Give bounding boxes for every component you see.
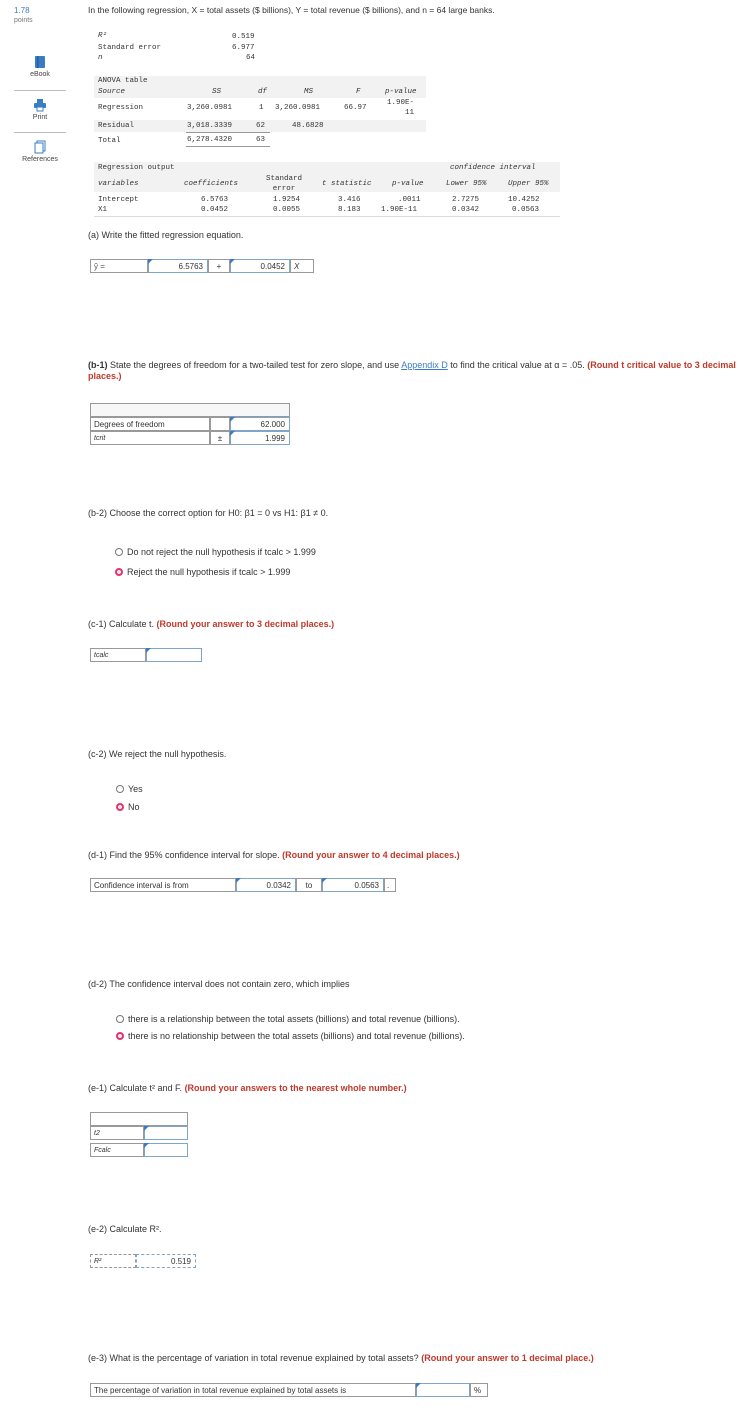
reg-cell: 6.5763 [201,196,229,204]
printer-icon [33,98,47,112]
reg-header: p-value [392,180,424,188]
anova-header: F [356,88,361,96]
reg-cell: 3.416 [338,196,361,204]
c2-option-label[interactable]: No [128,802,140,812]
reg-header: coefficients [184,180,239,188]
anova-cell: 66.97 [344,104,367,112]
sidebar-item-ebook[interactable] [14,55,66,78]
part-e2-prompt: (e-2) Calculate R². [88,1224,162,1234]
ci-label: Confidence interval is from [90,878,236,892]
anova-cell: Regression [98,104,144,112]
reg-cell: 2.7275 [452,196,480,204]
tcrit-input[interactable] [230,431,290,445]
r2-value: 0.519 [232,33,255,41]
anova-cell: 1 [259,104,264,112]
fcalc-input[interactable] [144,1143,188,1157]
reg-cell: 1.90E-11 [381,206,418,214]
yhat-label: ŷ = [90,259,148,273]
n-value: 64 [246,54,256,62]
percent-unit: % [470,1383,488,1397]
intercept-value: 6.5763 [178,261,203,271]
anova-header: SS [212,88,222,96]
reg-cell: 0.0452 [201,206,229,214]
df-grid-top [90,403,290,417]
ci-lower-input[interactable] [236,878,296,892]
part-b2-prompt: (b-2) Choose the correct option for H0: β1 = 0 vs H1: β1 ≠ 0. [88,508,329,518]
n-label: n [98,54,103,62]
anova-header: p-value [385,88,417,96]
sidebar-item-label: eBook [30,71,50,78]
part-c1-prompt: (c-1) Calculate t. (Round your answer to 3 decimal places.) [88,619,335,629]
e3-label: The percentage of variation in total revenue explained by total assets is [90,1383,416,1397]
part-c2-prompt: (c-2) We reject the null hypothesis. [88,749,227,759]
se-label: Standard error [98,44,162,52]
reg-cell: 1.9254 [273,196,301,204]
reg-cell: 0.0342 [452,206,480,214]
e1-grid-top [90,1112,188,1126]
r2-answer-label: R² [90,1254,136,1268]
anova-cell: Residual [98,122,135,130]
c2-option-label[interactable]: Yes [128,784,143,794]
df-value: 62.000 [260,419,285,429]
question-text: In the following regression, X = total assets ($ billions), Y = total revenue ($ billions), and n = 64 large banks. [88,5,495,15]
sidebar-item-references[interactable] [14,140,66,163]
t2-label: t2 [90,1126,144,1140]
anova-cell: 3,260.0981 [275,104,321,112]
d2-option-radio[interactable] [116,1015,124,1023]
anova-cell: 62 [256,122,266,130]
t2-input[interactable] [144,1126,188,1140]
slope-value: 0.0452 [260,261,285,271]
anova-header: df [258,88,268,96]
tcalc-label: tcalc [90,648,146,662]
ci-lower-value: 0.0342 [266,880,291,890]
appendix-d-link[interactable]: Appendix D [401,360,448,370]
anova-cell: Total [98,137,121,145]
anova-cell: 3,260.0981 [187,104,233,112]
ci-to-label: to [296,878,322,892]
b2-option-radio[interactable] [115,548,123,556]
part-a-prompt: (a) Write the fitted regression equation. [88,230,244,240]
ci-period: . [384,878,396,892]
reg-cell: X1 [98,206,108,214]
sidebar-item-label: Print [32,114,48,121]
df-blank [210,417,230,431]
part-e3-prompt: (e-3) What is the percentage of variation in total revenue explained by total assets? (Round your answer to 1 decimal place.) [88,1353,594,1363]
ci-upper-input[interactable] [322,878,384,892]
sidebar-item-print[interactable] [14,98,66,121]
book-icon [33,55,47,69]
r2-answer-value: 0.519 [170,1256,191,1266]
d2-option-radio[interactable] [116,1032,124,1040]
anova-cell: 3,018.3339 [187,122,233,130]
reg-header: Lower 95% [446,180,487,188]
reg-cell: 8.183 [338,206,361,214]
reg-title: Regression output [98,164,175,172]
tcrit-value: 1.999 [264,433,285,443]
points-value: 1.78 [14,6,30,15]
df-input[interactable] [230,417,290,431]
reg-cell: 10.4252 [508,196,540,204]
reg-cell: Intercept [98,196,139,204]
intercept-input[interactable] [148,259,208,273]
part-d1-prompt: (d-1) Find the 95% confidence interval for slope. (Round your answer to 4 decimal places.) [88,850,460,860]
anova-header: MS [304,88,314,96]
plus-sign: + [208,259,230,273]
ci-upper-value: 0.0563 [354,880,379,890]
tcalc-input[interactable] [146,648,202,662]
anova-header: Source [98,88,126,96]
r2-answer-input[interactable] [136,1254,196,1268]
b2-option-radio[interactable] [115,568,123,576]
part-d2-prompt: (d-2) The confidence interval does not contain zero, which implies [88,979,350,989]
c2-option-radio[interactable] [116,803,124,811]
b2-option-label[interactable]: Do not reject the null hypothesis if tcalc > 1.999 [127,547,316,557]
documents-icon [33,140,47,154]
fcalc-label: Fcalc [90,1143,144,1157]
reg-header: Upper 95% [508,180,549,188]
anova-cell: 6,278.4320 [187,136,233,144]
slope-input[interactable] [230,259,290,273]
points-label: points [14,17,33,24]
reg-header: Standard error [265,175,302,193]
reg-cell: 0.0563 [512,206,540,214]
x-label: X [290,259,314,273]
b2-option-label[interactable]: Reject the null hypothesis if tcalc > 1.999 [127,567,291,577]
part-b1-prompt: (b-1) State the degrees of freedom for a two-tailed test for zero slope, and use Appendix D to find the critical value at α = .05. (Round t critical value to 3 decimal places.) [88,360,736,381]
reg-cell: .0011 [398,196,421,204]
reg-cell: 0.0055 [273,206,301,214]
reg-header: variables [98,180,139,188]
se-value: 6.977 [232,44,255,52]
anova-cell: 63 [256,136,266,144]
ci-header: confidence interval [450,164,536,172]
sidebar-item-label: References [22,156,58,163]
r2-label: R² [98,32,108,40]
pm-sign: ± [210,431,230,445]
reg-header: t statistic [322,180,372,188]
anova-cell: 1.90E-11 [386,99,414,117]
d2-option-label[interactable]: there is no relationship between the total assets (billions) and total revenue (billions). [128,1031,465,1041]
d2-option-label[interactable]: there is a relationship between the total assets (billions) and total revenue (billions). [128,1014,460,1024]
tcrit-label: tcrit [90,431,210,445]
anova-cell: 48.6828 [292,122,324,130]
anova-title: ANOVA table [98,77,148,85]
c2-option-radio[interactable] [116,785,124,793]
df-label: Degrees of freedom [90,417,210,431]
part-e1-prompt: (e-1) Calculate t² and F. (Round your answers to the nearest whole number.) [88,1083,407,1093]
e3-input[interactable] [416,1383,470,1397]
